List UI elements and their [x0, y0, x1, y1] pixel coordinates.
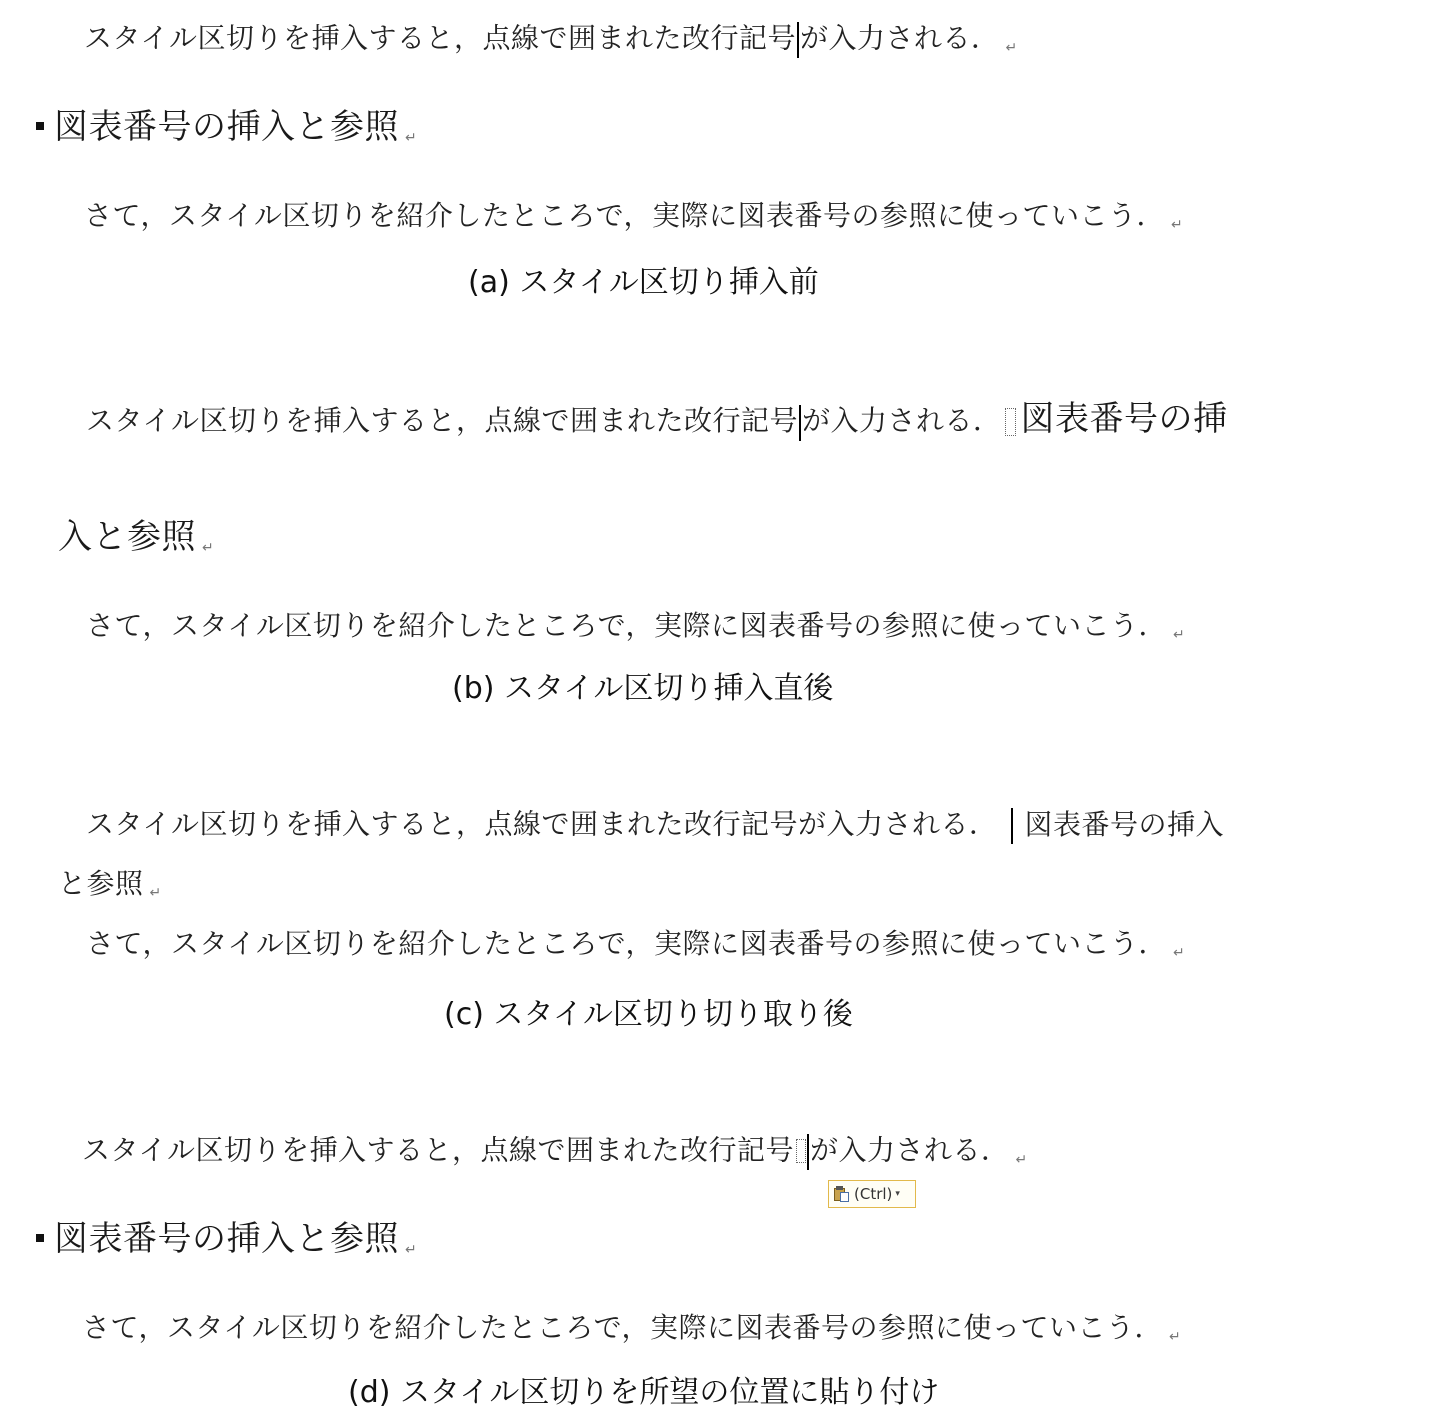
clipboard-icon: [833, 1185, 851, 1203]
paragraph-mark-icon: ↵: [1015, 1151, 1028, 1168]
panel-a-heading-text: 図表番号の挿入と参照: [54, 107, 399, 147]
heading-bullet-icon: [36, 1234, 44, 1242]
text-caret: [1011, 808, 1013, 844]
panel-c-line1-cont-text: と参照: [58, 867, 144, 900]
panel-d-heading: [36, 1219, 418, 1259]
panel-b-line2-text: さて，スタイル区切りを紹介したところで，実際に図表番号の参照に使っていこう．: [86, 609, 1168, 642]
panel-a-caption: (a) スタイル区切り挿入前: [468, 265, 819, 300]
panel-b-caption: (b) スタイル区切り挿入直後: [452, 671, 834, 706]
panel-b-heading-cont-text: 入と参照: [58, 517, 196, 557]
paste-options-button[interactable]: [828, 1180, 916, 1208]
paragraph-mark-icon: ↵: [405, 130, 418, 146]
panel-d-caption: (d) スタイル区切りを所望の位置に貼り付け: [348, 1375, 940, 1410]
panel-d-line1: [82, 1134, 1028, 1170]
panel-d-line1-before: スタイル区切りを挿入すると，点線で囲まれた改行記号: [82, 1133, 794, 1167]
paragraph-mark-icon: ↵: [202, 540, 215, 556]
panel-a-line2: [84, 199, 1184, 233]
panel-b-line1: [86, 399, 1228, 441]
style-separator-icon: [796, 1139, 806, 1163]
panel-d-heading-text: 図表番号の挿入と参照: [54, 1219, 399, 1259]
panel-d-line2-text: さて，スタイル区切りを紹介したところで，実際に図表番号の参照に使っていこう．: [82, 1311, 1164, 1344]
panel-d-line2: [82, 1311, 1182, 1345]
paste-options-label: (Ctrl): [854, 1185, 893, 1203]
panel-c-caption: (c) スタイル区切り切り取り後: [444, 997, 853, 1032]
text-caret: [797, 22, 799, 58]
paragraph-mark-icon: ↵: [405, 1242, 418, 1258]
heading-bullet-icon: [36, 122, 44, 130]
panel-a-line1-after: が入力される．: [799, 21, 1000, 55]
chevron-down-icon: ▾: [895, 1189, 900, 1199]
paragraph-mark-icon: ↵: [1005, 39, 1018, 56]
panel-c-line2-text: さて，スタイル区切りを紹介したところで，実際に図表番号の参照に使っていこう．: [86, 927, 1168, 960]
panel-a-heading: [36, 107, 418, 147]
panel-b-line1-after: が入力される．: [801, 404, 1002, 437]
panel-c-line1-after: 図表番号の挿入: [1024, 807, 1224, 841]
panel-b-heading-cont: [58, 517, 215, 557]
paragraph-mark-icon: ↵: [1173, 627, 1186, 643]
panel-c-line2: [86, 927, 1186, 961]
style-separator-icon: [1005, 408, 1016, 436]
panel-a-line1: [84, 22, 1018, 58]
text-caret: [799, 405, 801, 441]
panel-d-line1-after: が入力される．: [809, 1133, 1010, 1167]
panel-b-heading-part: 図表番号の挿: [1020, 399, 1228, 439]
panel-a-line1-before: スタイル区切りを挿入すると，点線で囲まれた改行記号: [84, 21, 796, 55]
text-caret: [807, 1134, 809, 1170]
panel-b-line1-before: スタイル区切りを挿入すると，点線で囲まれた改行記号: [86, 404, 798, 437]
paragraph-mark-icon: ↵: [1171, 217, 1184, 233]
panel-c-line1: [86, 808, 1224, 844]
panel-b-line2: [86, 609, 1186, 643]
panel-a-line2-text: さて，スタイル区切りを紹介したところで，実際に図表番号の参照に使っていこう．: [84, 199, 1166, 232]
paragraph-mark-icon: ↵: [149, 885, 162, 901]
panel-c-line1-text: スタイル区切りを挿入すると，点線で囲まれた改行記号が入力される．: [86, 807, 998, 841]
panel-c-line1-cont: [58, 867, 162, 901]
paragraph-mark-icon: ↵: [1173, 945, 1186, 961]
paragraph-mark-icon: ↵: [1169, 1329, 1182, 1345]
